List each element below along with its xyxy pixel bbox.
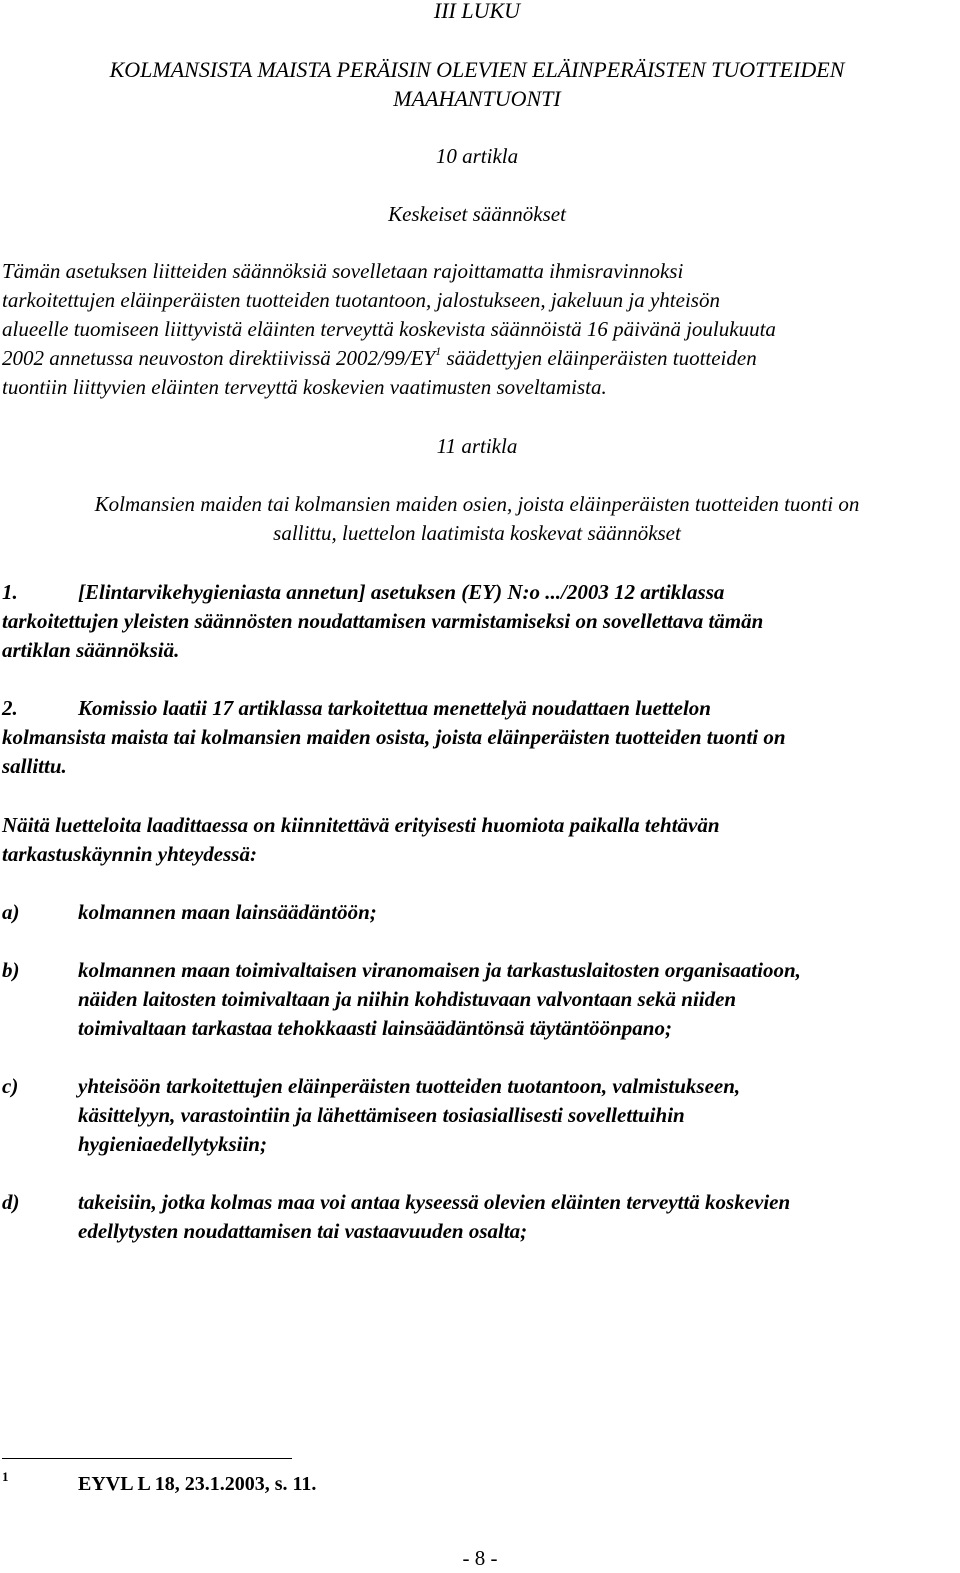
article10-heading: Keskeiset säännökset (388, 202, 566, 226)
list-item-line: takeisiin, jotka kolmas maa voi antaa kyseessä olevien eläinten terveyttä koskevien (78, 1190, 791, 1214)
paragraph-2-line2: kolmansista maista tai kolmansien maiden osista, joista eläinperäisten tuotteiden tuonti on (2, 725, 786, 749)
list-item-line: näiden laitosten toimivaltaan ja niihin kohdistuvaan valvontaan sekä niiden (78, 987, 737, 1011)
paragraph-1-line1: [Elintarvikehygieniasta annetun] asetuksen (EY) N:o .../2003 12 artiklassa (78, 580, 725, 604)
chapter-title-line1: KOLMANSISTA MAISTA PERÄISIN OLEVIEN ELÄINPERÄISTEN TUOTTEIDEN (109, 57, 845, 82)
article11-number: 11 artikla (436, 434, 518, 458)
paragraph-2-line1: Komissio laatii 17 artiklassa tarkoitettua menettelyä noudattaen luettelon (78, 696, 711, 720)
list-item-line: käsittelyyn, varastointiin ja lähettämiseen tosiasiallisesti sovellettuihin (78, 1103, 685, 1127)
list-item-line: toimivaltaan tarkastaa tehokkaasti lainsäädäntönsä täytäntöönpano; (78, 1016, 672, 1040)
article11-heading-line2: sallittu, luettelon laatimista koskevat säännökset (273, 521, 681, 545)
list-item-line: hygieniaedellytyksiin; (78, 1132, 267, 1156)
paragraph-2-line3: sallittu. (2, 754, 67, 778)
paragraph-1-line3: artiklan säännöksiä. (2, 638, 180, 662)
intro-line1: Näitä luetteloita laadittaessa on kiinnitettävä erityisesti huomiota paikalla tehtävän (2, 813, 720, 837)
article10-line-part: 2002 annetussa neuvoston direktiivissä 2002/99/EY (2, 346, 436, 370)
footnote-separator (2, 1458, 292, 1459)
footnote-mark: 1 (2, 1469, 9, 1484)
footnote-text: EYVL L 18, 23.1.2003, s. 11. (78, 1473, 317, 1495)
list-item-line: kolmannen maan toimivaltaisen viranomaisen ja tarkastuslaitosten organisaatioon, (78, 958, 801, 982)
article11-heading-line1: Kolmansien maiden tai kolmansien maiden osien, joista eläinperäisten tuotteiden tuonti on (94, 492, 860, 516)
list-item-label: b) (2, 958, 20, 982)
article10-line: tarkoitettujen eläinperäisten tuotteiden tuotantoon, jalostukseen, jakeluun ja yhteisön (2, 288, 720, 312)
article10-line: tuontiin liittyvien eläinten terveyttä koskevien vaatimusten soveltamista. (2, 375, 607, 399)
chapter-number: III LUKU (433, 0, 521, 23)
list-item-line: yhteisöön tarkoitettujen eläinperäisten tuotteiden tuotantoon, valmistukseen, (78, 1074, 741, 1098)
article10-line: Tämän asetuksen liitteiden säännöksiä sovelletaan rajoittamatta ihmisravinnoksi (2, 259, 684, 283)
list-item-line: kolmannen maan lainsäädäntöön; (78, 900, 377, 924)
list-item-label: a) (2, 900, 20, 924)
list-item-label: c) (2, 1074, 19, 1098)
paragraph-1-line2: tarkoitettujen yleisten säännösten noudattamisen varmistamiseksi on sovellettava tämän (2, 609, 764, 633)
article10-line-with-footnote (2, 344, 952, 373)
intro-line2: tarkastuskäynnin yhteydessä: (2, 842, 257, 866)
article10-line: alueelle tuomiseen liittyvistä eläinten terveyttä koskevista säännöistä 16 päivänä joulukuuta (2, 317, 776, 341)
list-item-line: edellytysten noudattamisen tai vastaavuuden osalta; (78, 1219, 528, 1243)
chapter-title-line2: MAAHANTUONTI (393, 86, 561, 111)
list-item-label: d) (2, 1190, 20, 1214)
paragraph-1-label: 1. (2, 580, 18, 604)
article10-line-part: säädettyjen eläinperäisten tuotteiden (446, 346, 757, 370)
footnote-reference: 1 (435, 344, 442, 358)
article10-number: 10 artikla (435, 144, 519, 168)
page-number: - 8 - (462, 1546, 498, 1570)
paragraph-2-label: 2. (2, 696, 18, 720)
